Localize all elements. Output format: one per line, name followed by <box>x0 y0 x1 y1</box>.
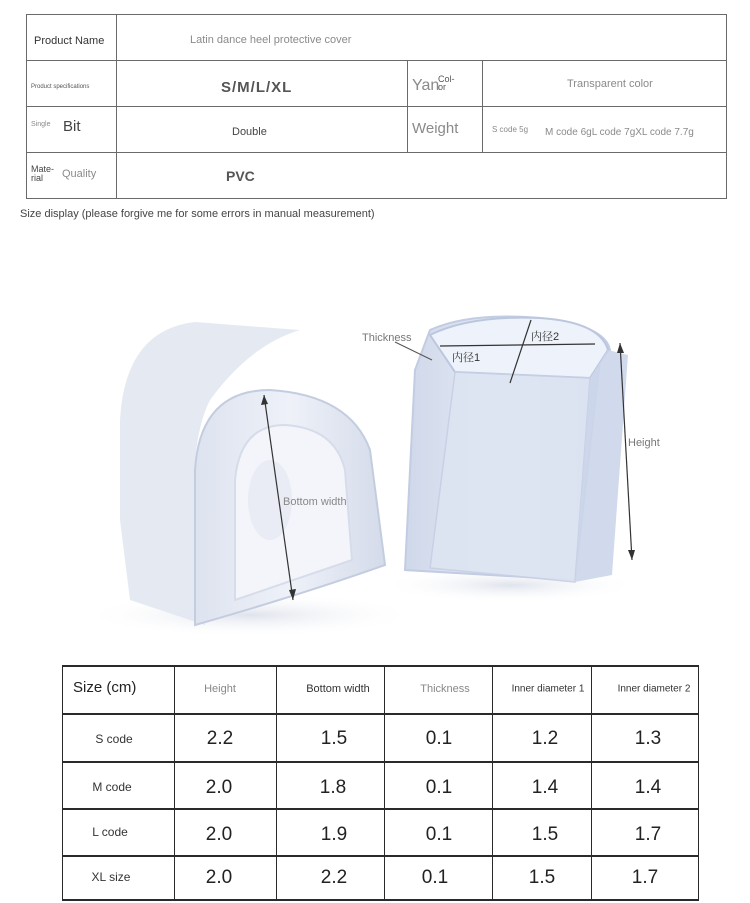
s-height: 2.2 <box>206 728 234 749</box>
m-thickness: 0.1 <box>425 777 453 798</box>
bottom-width-label: Bottom width <box>283 496 347 508</box>
thickness-label: Thickness <box>362 332 412 344</box>
header-height: Height <box>204 683 236 695</box>
material-label-small: Mate-rial <box>31 164 55 183</box>
m-bottom-width: 1.8 <box>319 777 347 798</box>
table-border-left <box>62 665 63 901</box>
l-inner-diameter-2: 1.7 <box>634 824 662 845</box>
row-label-xl: XL size <box>91 870 131 884</box>
inner-diameter-2-label: 内径2 <box>531 331 560 343</box>
s-inner-diameter-1: 1.2 <box>531 728 559 749</box>
table-col-divider <box>384 665 385 901</box>
table-col-divider <box>492 665 493 901</box>
spec-value: S/M/L/XL <box>221 79 293 96</box>
spec-label: Product specifications <box>31 84 90 90</box>
l-bottom-width: 1.9 <box>320 824 348 845</box>
cube-cover <box>405 317 628 583</box>
row-label-m: M code <box>92 780 132 794</box>
header-inner-diameter-2: Inner diameter 2 <box>617 683 691 695</box>
header-thickness: Thickness <box>420 683 470 695</box>
table-col-divider <box>174 665 175 901</box>
color-value: Transparent color <box>567 78 653 90</box>
color-label-small: Col-or <box>438 74 455 92</box>
table-row-divider <box>62 761 699 763</box>
header-bottom-width: Bottom width <box>306 683 370 695</box>
l-inner-diameter-1: 1.5 <box>531 824 559 845</box>
product-name-value: Latin dance heel protective cover <box>190 34 352 46</box>
material-label: Quality <box>62 168 97 180</box>
s-thickness: 0.1 <box>425 728 453 749</box>
xl-inner-diameter-1: 1.5 <box>528 867 556 888</box>
unit-value: Double <box>232 126 267 138</box>
product-name-label: Product Name <box>34 35 105 47</box>
l-thickness: 0.1 <box>425 824 453 845</box>
s-inner-diameter-2: 1.3 <box>634 728 662 749</box>
m-inner-diameter-2: 1.4 <box>634 777 662 798</box>
unit-label-small: Single <box>31 121 51 128</box>
weight-small: S code 5g <box>492 125 529 134</box>
s-bottom-width: 1.5 <box>320 728 348 749</box>
weight-label: Weight <box>412 120 459 137</box>
m-inner-diameter-1: 1.4 <box>531 777 559 798</box>
row-label-s: S code <box>95 732 133 746</box>
table-border-right <box>698 665 699 901</box>
color-label: Yan <box>412 77 440 94</box>
table-col-divider <box>591 665 592 901</box>
material-value: PVC <box>226 168 255 184</box>
xl-thickness: 0.1 <box>421 867 449 888</box>
xl-inner-diameter-2: 1.7 <box>631 867 659 888</box>
header-inner-diameter-1: Inner diameter 1 <box>511 683 585 695</box>
size-display-note: Size display (please forgive me for some errors in manual measurement) <box>20 208 375 220</box>
inner-diameter-1-label: 内径1 <box>452 352 481 364</box>
arch-cover <box>120 322 385 625</box>
size-unit-header: Size (cm) <box>73 679 137 696</box>
product-diagram <box>0 230 750 660</box>
m-height: 2.0 <box>205 777 233 798</box>
xl-height: 2.0 <box>205 867 233 888</box>
xl-bottom-width: 2.2 <box>320 867 348 888</box>
table-border-bottom <box>62 899 699 901</box>
unit-label: Bit <box>63 118 81 135</box>
weight-value: M code 6gL code 7gXL code 7.7g <box>545 127 694 138</box>
height-label: Height <box>628 437 660 449</box>
l-height: 2.0 <box>205 824 233 845</box>
table-row-divider <box>62 855 699 857</box>
size-table <box>62 665 699 901</box>
table-row-divider <box>62 808 699 810</box>
material-value-cell <box>116 152 727 199</box>
table-col-divider <box>276 665 277 901</box>
table-row-divider <box>62 713 699 715</box>
row-label-l: L code <box>92 825 128 839</box>
table-border-top <box>62 665 699 667</box>
